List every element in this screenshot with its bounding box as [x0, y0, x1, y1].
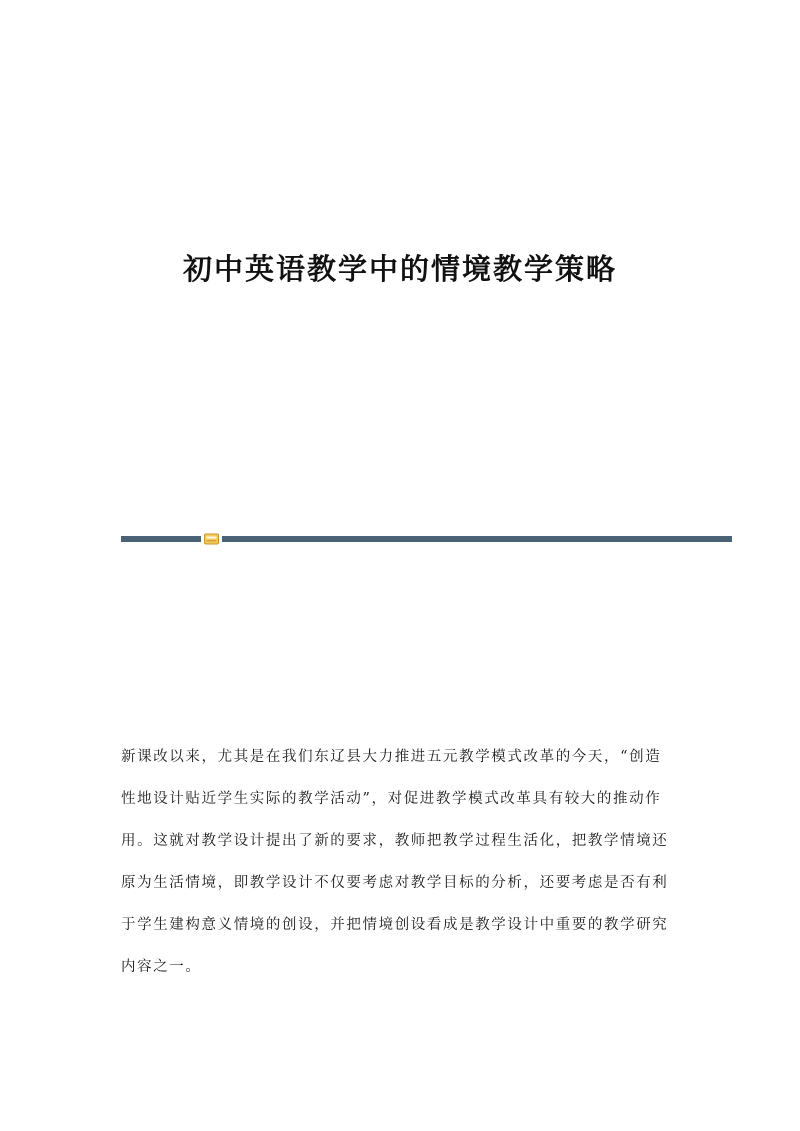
- paragraph-line: 原为生活情境，即教学设计不仅要考虑对教学目标的分析，还要考虑是否有利: [121, 875, 669, 891]
- paragraph-line: 于学生建构意义情境的创设，并把情境创设看成是教学设计中重要的教学研究: [121, 917, 669, 933]
- document-title: 初中英语教学中的情境教学策略: [182, 252, 617, 287]
- body-paragraph: [121, 736, 681, 988]
- paragraph-line: 用。这就对教学设计提出了新的要求，教师把教学过程生活化，把教学情境还: [121, 833, 669, 849]
- ornament-icon: [204, 533, 219, 545]
- section-divider: [121, 533, 732, 545]
- paragraph-line: 性地设计贴近学生实际的教学活动”，对促进教学模式改革具有较大的推动作: [121, 791, 662, 807]
- paragraph-line: 内容之一。: [121, 959, 202, 975]
- divider-bar-right: [222, 536, 732, 542]
- paragraph-line: 新课改以来，尤其是在我们东辽县大力推进五元教学模式改革的今天，“创造: [121, 749, 662, 765]
- divider-bar-left: [121, 536, 201, 542]
